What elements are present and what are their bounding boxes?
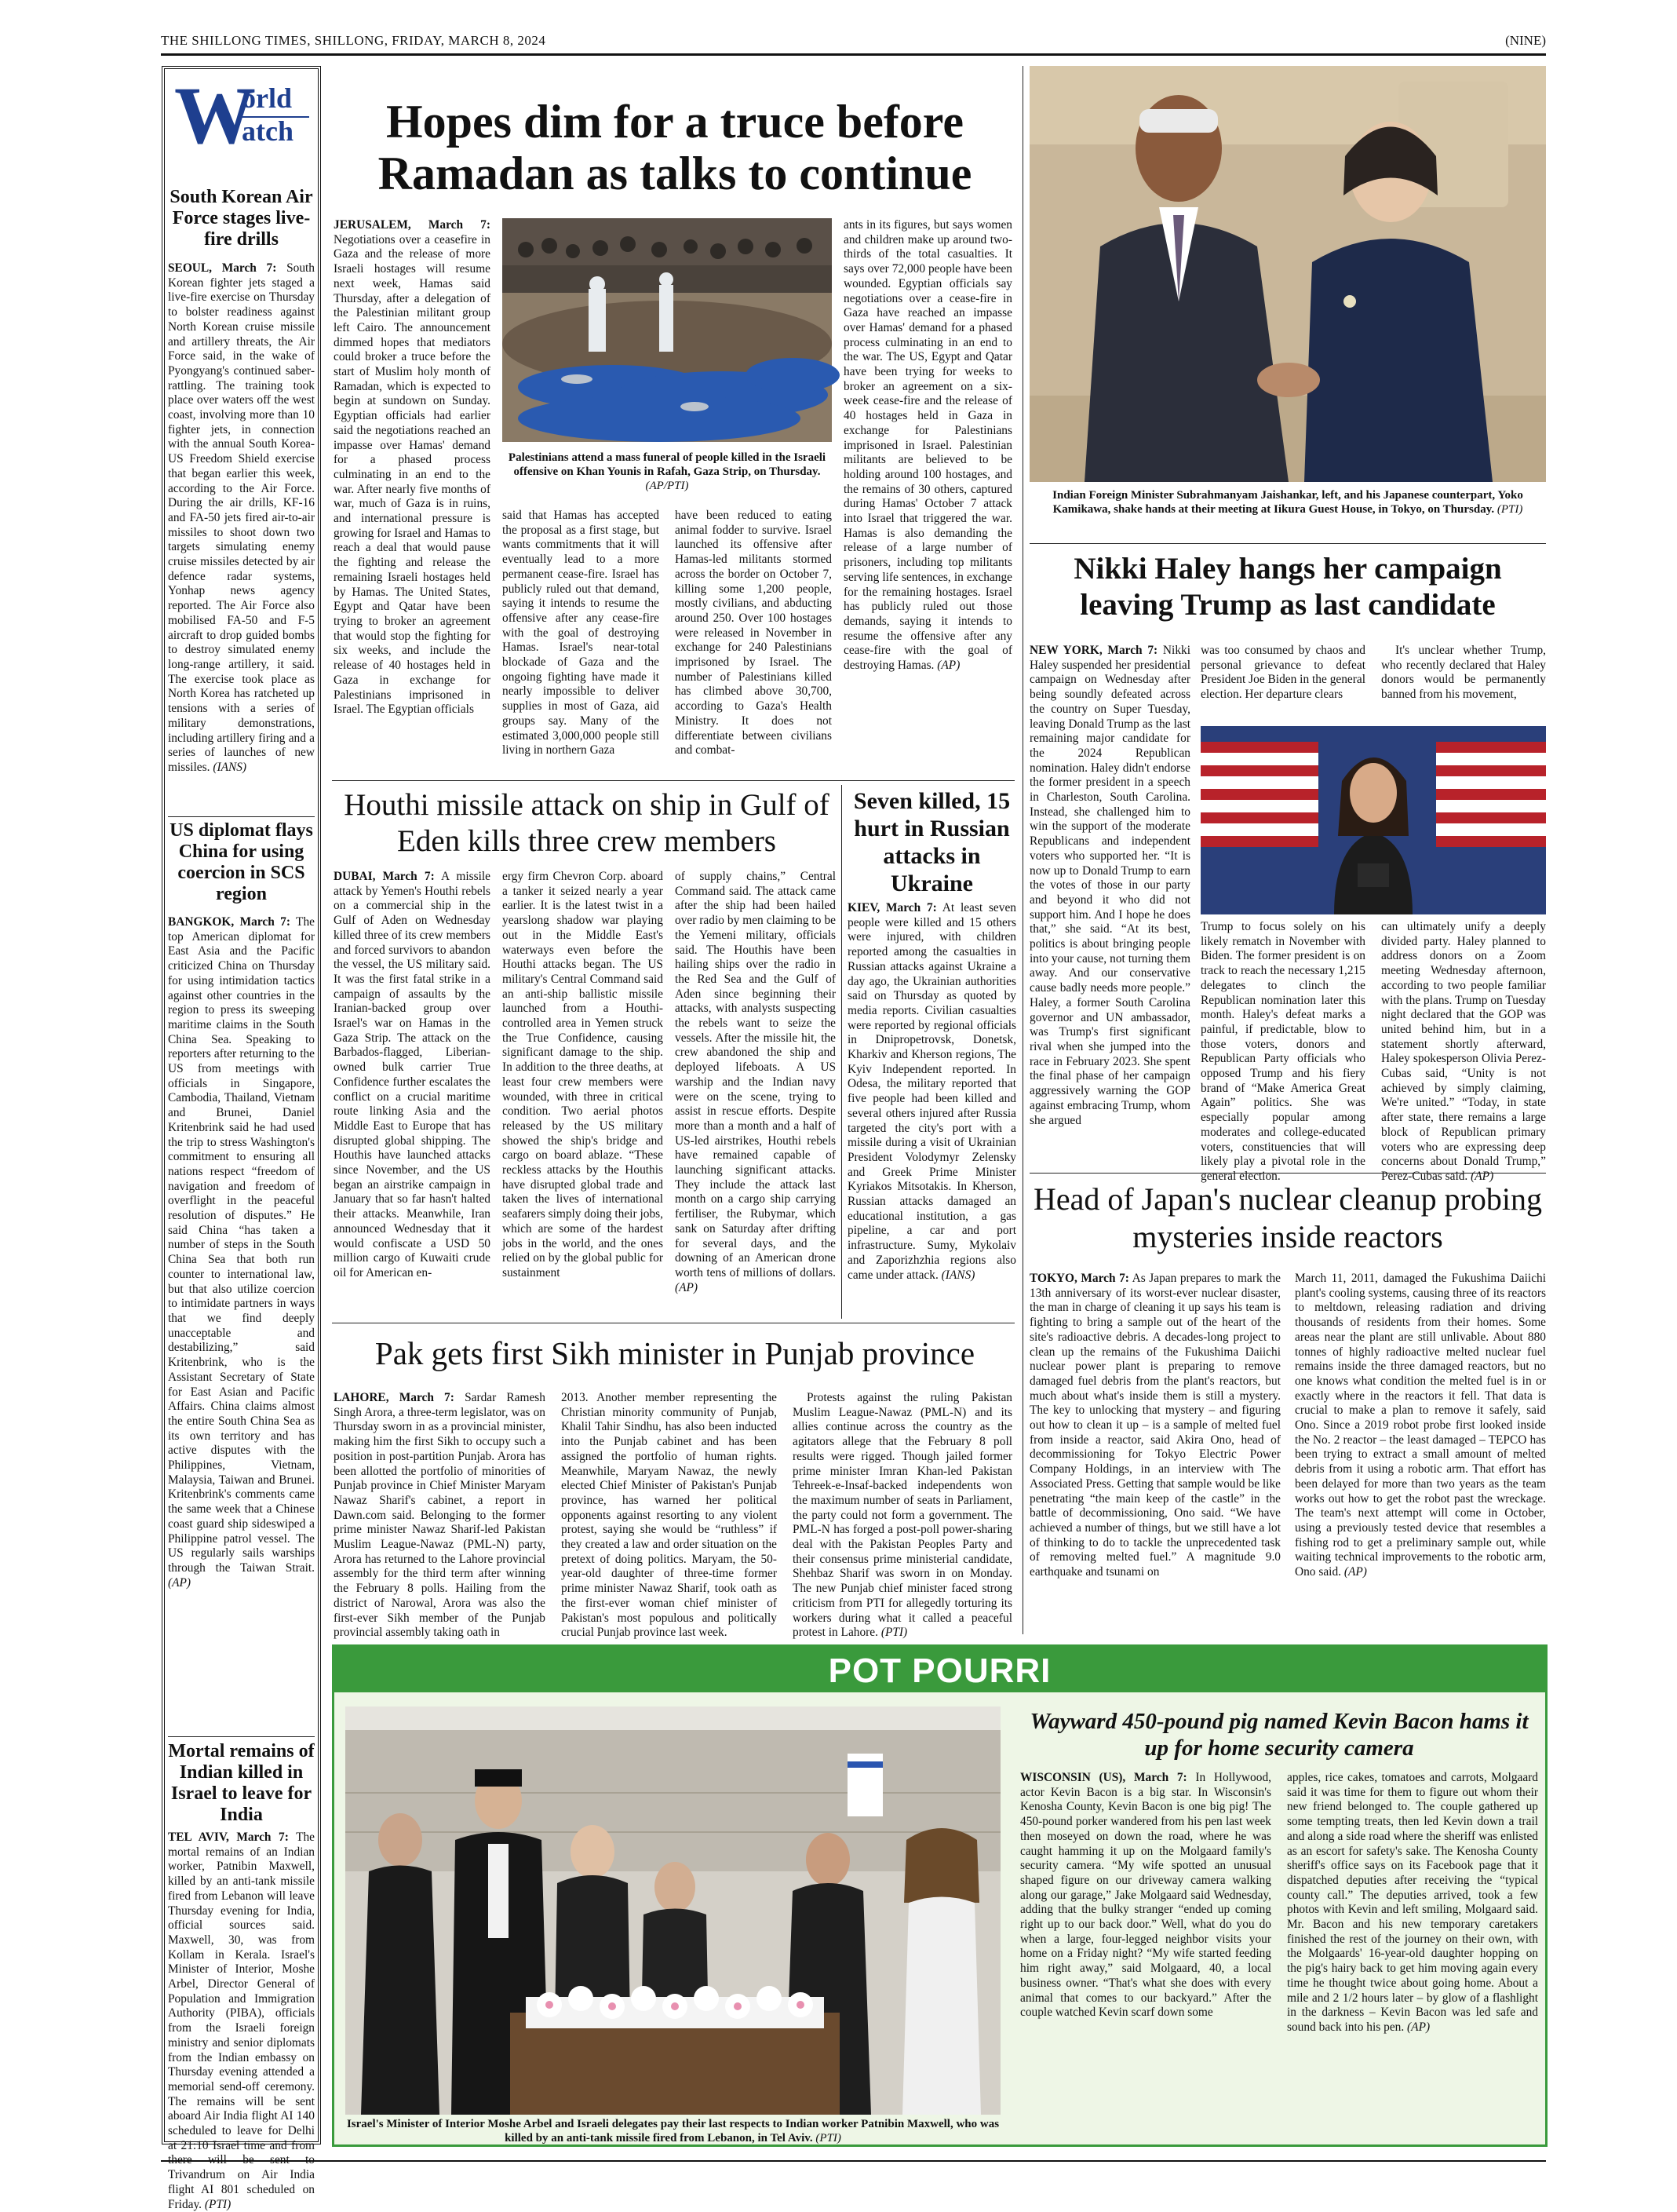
sikh-col-3 xyxy=(793,1391,1012,1638)
ww-text-3: The mortal remains of an Indian worker, Patnibin Maxwell, killed by an anti-tank missile fired from Lebanon will leave Thursday evening for India, official sources said. Maxwell, 30, was from Kollam in Kerala. Israel's Minister of Interior, Moshe Arbel, Director General of Population and Immigration Authority (PIBA), officials from the Israeli foreign ministry and senior diplomats from the Indian embassy on Thursday evening attended a memorial send-off ceremony. The remains will be sent aboard Air India flight AI 140 scheduled to leave for Delhi at 21:10 Israel time and from there will be sent to Trivandrum on Air India flight AI 801 scheduled on Friday. xyxy=(168,1831,315,2211)
ceremony-image xyxy=(345,1706,1001,2115)
haley-text-2-top: was too consumed by chaos and personal grievance to defeat President Joe Biden in the general election. Her departure clears xyxy=(1201,644,1365,702)
gaza-funeral-photo xyxy=(502,218,832,442)
ww-dateline-2: BANGKOK, March 7: xyxy=(168,915,290,929)
haley-col-2-bottom xyxy=(1201,920,1365,1183)
haley-col-3-top xyxy=(1381,644,1546,718)
sikh-col-1 xyxy=(334,1391,545,1638)
russia-headline: Seven killed, 15 hurt in Russian attacks in Ukraine xyxy=(853,788,1011,896)
houthi-col-2 xyxy=(502,870,663,1317)
pig-text-2: apples, rice cakes, tomatoes and carrots, Molgaard said it was time for them to figure out whom their new friend belonged to. The couple gathered up some tempting treats, then led Kevin down a trail and along a side road where the sheriff was enlisted as an escort for safety's sake. The Kenosha County sheriff's office says on its Facebook page that it dispatched deputies after receiving the “typical county call.” The deputies arrived, took a few photos with Kevin and left smiling, Molgaard said. Mr. Bacon and his new temporary caretakers finished the rest of the journey on their own, with the Molgaards' 16-year-old daughter hopping on the pig's hairy back to get him moving again every time he thought twice about going home. About a mile and 2 1/2 hours later – by glow of a flashlight in the darkness – Kevin Bacon was led safe and sound back into his pen. xyxy=(1287,1771,1538,2034)
ww-body-1 xyxy=(168,261,315,815)
ww-dateline-1: SEOUL, March 7: xyxy=(168,261,277,275)
truce-col-1 xyxy=(334,218,490,772)
sikh-col-2 xyxy=(561,1391,777,1638)
ww-text-2: The top American diplomat for East Asia and the Pacific criticized China on Thursday for using intimidation tactics against other countries in the region to press its sweeping maritime claims in the South China Sea. Speaking to reporters after returning to the US from meetings with officials in Singapore, Cambodia, Thailand, Vietnam and Brunei, Daniel Kritenbrink said he had used the trip to stress Washington's commitment to ensuring all nations respect “freedom of navigation and freedom of overflight in the peaceful resolution of disputes.” He said China “has taken a number of steps in the South China Sea that both run counter to international law, but that also utilize coercion to intimidate partners in ways that we find deeply unacceptable and destabilizing,” said Kritenbrink, who is the Assistant Secretary of State for East Asian and Pacific Affairs. China claims almost the entire South China Sea as its own territory and has active disputes with the Philippines, Vietnam, Malaysia, Taiwan and Brunei. Kritenbrink's comments came the same week that a Chinese coast guard ship sideswiped a Philippine patrol vessel. The US regularly sails warships through the Taiwan Strait. xyxy=(168,915,315,1575)
sikh-headline: Pak gets first Sikh minister in Punjab province xyxy=(374,1335,975,1371)
haley-text-2-bottom: Trump to focus solely on his likely rematch in November with Biden. The former president is on track to reach the necessary 1,215 delegates to clinch the Republican nomination later this month. Haley's defeat marks a painful, if predictable, blow to those voters, donors and Republican Party officials who opposed Trump and his fiery brand of “Make America Great Again” politics. She was especially popular among moderates and college-educated voters, constituencies that will likely play a pivotal role in the general election. xyxy=(1201,920,1365,1183)
fukushima-text-2: March 11, 2011, damaged the Fukushima Daiichi plant's cooling systems, causing three of its reactors to meltdown, releasing radiation and driving thousands of residents from their homes. Some areas near the plant are still unlivable. About 880 tonnes of highly radioactive melted nuclear fuel remains inside the three damaged reactors, but no one knows what condition the melted fuel is in or exactly where in the reactors it fell. That data is crucial to make a plan to remove it safely, said Ono. Since a 2019 robot probe first looked inside the No. 2 reactor – the least damaged – TEPCO has been trying to extract a small amount of melted debris from it using a robotic arm. That effort has been delayed for more than two years as the team works out how to get the robot past the wreckage. The team's next attempt will come in October, using a previously tested device that resembles a fishing rod to get a preliminary sample out, while waiting technical improvements to the robotic arm, Ono said. xyxy=(1295,1272,1546,1579)
gaza-funeral-image xyxy=(502,218,832,442)
pig-dateline: WISCONSIN (US), March 7: xyxy=(1020,1771,1187,1784)
russia-body xyxy=(848,901,1016,1317)
ceremony-caption-text: Israel's Minister of Interior Moshe Arbel and Israeli delegates pay their last respects to Indian worker Patnibin Maxwell, who was killed by an anti-tank missile fired from Lebanon, in Tel Aviv. xyxy=(346,2118,1000,2144)
russia-text: At least seven people were killed and 15 others were injured, with children reported among the casualties in Russian attacks against Ukraine a day ago, the Ukrainian authorities said on Thursday as quoted by media reports. Civilian casualties were reported by regional officials in Dnipropetrovsk, Donetsk, Kharkiv and Kherson regions, The Kyiv Independent reported. In Odesa, the military reported that five people had been killed and several others injured after Russia targeted the city's port with a missile during a visit of Ukrainian President Volodymyr Zelensky and Greek Prime Minister Kyriakos Mitsotakis. In Kherson, Russian attacks damaged an educational institution, a gas pipeline, a car and port infrastructure. Sumy, Mykolaiv and Zaporizhzhia regions also came under attack. xyxy=(848,901,1016,1282)
haley-col-2-top xyxy=(1201,644,1365,718)
sikh-text-1: Sardar Ramesh Singh Arora, a three-term legislator, was on Thursday sworn in as a provincial minister, making him the first Sikh to occupy such a position in post-partition Punjab. Arora has been allotted the portfolio of minorities of Punjab province in Chief Minister Maryam Nawaz Sharif's cabinet, a report in Dawn.com said. Belonging to the former prime minister Nawaz Sharif-led Pakistan Muslim League-Nawaz (PML-N) party, Arora has returned to the Lahore provincial assembly for the third term after winning the February 8 polls. Hailing from the district of Narowal, Arora was also the first-ever Sikh member of the Punjab provincial assembly taking oath in xyxy=(334,1391,545,1640)
haley-text-1: Nikki Haley suspended her presidential campaign on Wednesday after being soundly defeated across the country on Super Tuesday, leaving Donald Trump as the last remaining major candidate for the 2024 Republican nomination. Haley didn't endorse the former president in a speech in Charleston, South Carolina. Instead, she challenged him to win the support of the moderate Republicans and independent voters who supported her. “It is now up to Donald Trump to earn the votes of those in our party and beyond it who did not support him. And I hope he does that,” she said. “At its best, politics is about bringing people into your cause, not turning them away. And our conservative cause badly needs more people.” Haley, a former South Carolina governor and UN ambassador, was Trump's first significant rival when she jumped into the race in February 2023. She spent the final phase of her campaign aggressively warning the GOP against embracing Trump, whom she argued xyxy=(1030,644,1190,1127)
truce-credit: (AP) xyxy=(937,659,961,673)
haley-text-3-top: It's unclear whether Trump, who recently declared that Haley donors would be permanently banned from his movement, xyxy=(1381,644,1546,702)
houthi-col-1 xyxy=(334,870,490,1317)
truce-dateline: JERUSALEM, March 7: xyxy=(334,218,490,232)
truce-headline: Hopes dim for a truce before Ramadan as talks to continue xyxy=(377,96,972,199)
ww-divider-2 xyxy=(168,1736,315,1737)
ww-headline-1: South Korean Air Force stages live-fire drills xyxy=(170,187,313,250)
gaza-photo-caption xyxy=(502,451,832,493)
houthi-russia-rule xyxy=(841,785,842,1319)
truce-col-4 xyxy=(844,218,1012,772)
houthi-text-1: A missile attack by Yemen's Houthi rebels on a commercial ship in the Gulf of Aden on Wednesday killed three of its crew members and forced survivors to abandon the vessel, the US military said. It was the first fatal strike in a campaign of assaults by the Iranian-backed group over Israel's war on Hamas in the Gaza Strip. The attack on the Barbados-flagged, Liberian-owned bulk carrier True Confidence further escalates the conflict on a crucial maritime route linking Asia and the Middle East to Europe that has disrupted global shipping. The Houthis have launched attacks since November, and the US began an airstrike campaign in January that so far hasn't halted their attacks. Meanwhile, Iran announced Wednesday that it would confiscate a USD 50 million cargo of Kuwaiti crude oil for American en- xyxy=(334,870,490,1279)
russia-dateline: KIEV, March 7: xyxy=(848,901,937,914)
ww-credit-3: (PTI) xyxy=(204,2197,231,2211)
russia-credit: (IANS) xyxy=(941,1268,975,1282)
pig-col-1 xyxy=(1020,1771,1271,2140)
haley-text-3-bottom: can ultimately unify a deeply divided party. Haley planned to address donors on a Zoom meeting Wednesday afternoon, according to two people familiar with the plans. Trump on Tuesday night declared that the GOP was united behind him, but in a statement shortly afterward, Haley spokesperson Olivia Perez-Cubas said, “Unity is not achieved by simply claiming, We're united.” “Today, in state after state, there remains a large block of Republican primary voters who are expressing deep concerns about Donald Trump,” Perez-Cubas said. xyxy=(1381,920,1546,1183)
masthead-left: THE SHILLONG TIMES, SHILLONG, FRIDAY, MARCH 8, 2024 xyxy=(161,33,546,48)
pig-headline: Wayward 450-pound pig named Kevin Bacon hams it up for home security camera xyxy=(1030,1709,1529,1761)
world-watch-logo-w: W xyxy=(174,71,256,161)
fukushima-col-1 xyxy=(1030,1272,1281,1639)
handshake-caption xyxy=(1030,488,1546,516)
haley-dateline: NEW YORK, March 7: xyxy=(1030,644,1158,657)
haley-image xyxy=(1201,726,1546,914)
ww-headline-3: Mortal remains of Indian killed in Israel to leave for India xyxy=(168,1741,315,1825)
houthi-text-3: of supply chains,” Central Command said. The attack came after the ship had been hailed over radio by men claiming to be the Yemeni military, officials said. The Houthis have been hailing ships over the radio in the Red Sea and the Gulf of Aden since beginning their attacks, with analysts suspecting the rebels want to seize the vessels. After the missile hit, the crew abandoned the ship and deployed lifeboats. A US warship and the Indian navy were on the scene, trying to assist in rescue efforts. Despite more than a month and a half of US-led airstrikes, Houthi rebels have remained capable of launching significant attacks. They include the attack last month on a cargo ship carrying fertiliser, the Rubymar, which sank on Saturday after drifting for several days, and the downing of an American drone worth tens of millions of dollars. xyxy=(675,870,836,1279)
haley-bottom-rule xyxy=(1030,1173,1546,1174)
truce-bottom-rule xyxy=(332,780,1015,781)
ww-dateline-3: TEL AVIV, March 7: xyxy=(168,1831,289,1844)
handshake-caption-credit: (PTI) xyxy=(1497,503,1523,516)
masthead-right: (NINE) xyxy=(1505,33,1546,48)
ww-credit-2: (AP) xyxy=(168,1575,191,1590)
nikki-haley-photo xyxy=(1201,726,1546,914)
world-watch-logo-top: orld xyxy=(242,82,293,114)
handshake-image xyxy=(1030,66,1546,482)
fukushima-col-2 xyxy=(1295,1272,1546,1639)
truce-col-3 xyxy=(675,509,832,772)
masthead-rule xyxy=(161,53,1546,56)
haley-col-1 xyxy=(1030,644,1190,1166)
ceremony-caption xyxy=(345,2117,1001,2145)
haley-headline: Nikki Haley hangs her campaign leaving Trump as last candidate xyxy=(1074,552,1502,622)
fukushima-headline: Head of Japan's nuclear cleanup probing mysteries inside reactors xyxy=(1033,1181,1543,1254)
ww-credit-1: (IANS) xyxy=(213,760,247,774)
fukushima-text-1: As Japan prepares to mark the 13th anniversary of its worst-ever nuclear disaster, the man in charge of cleaning it up says his team is fighting to bring a sample out of the heart of the site's radioactive debris. A decades-long project to clean up the remains of the Fukushima Daiichi nuclear power plant is preparing to remove damaged fuel debris from the plant's reactors, but much about what's inside them is still a mystery. The key to unlocking that mystery – and figuring out how to clean it up – is a sample of melted fuel from inside a reactor, said Akira Ono, head of decommissioning for Tokyo Electric Power Company Holdings, in an interview with The Associated Press. Getting that sample would be like penetrating “the main keep of the castle” in the battle of decommissioning, Ono said. “We have achieved a number of things, but we still have a lot of thinking to do to tackle the unprecedented task of removing melted fuel.” A magnitude 9.0 earthquake and tsunami on xyxy=(1030,1272,1281,1579)
houthi-headline: Houthi missile attack on ship in Gulf of Eden kills three crew members xyxy=(344,788,829,858)
ceremony-caption-credit: (PTI) xyxy=(815,2132,841,2144)
sikh-text-2: 2013. Another member representing the Christian minority community of Punjab, Khalil Tahir Sindhu, has also been inducted into the Punjab cabinet and has been assigned the portfolio of human rights. Meanwhile, Maryam Nawaz, the newly elected Chief Minister of Pakistan's Punjab province, has warned her political opponents against resorting to any violent protest, saying she would be “ruthless” if they created a law and order situation on the pretext of doing politics. Maryam, the 50-year-old daughter of three-time former prime minister Nawaz Sharif, took oath as the first-ever woman chief minister of Pakistan's most populous and politically crucial Punjab province last week. xyxy=(561,1391,777,1640)
ww-divider-1 xyxy=(168,816,315,817)
houthi-col-3 xyxy=(675,870,836,1317)
truce-text-3: have been reduced to eating animal fodder to survive. Israel launched its offensive after Hamas-led militants stormed across the border on October 7, killing some 1,200 people, mostly civilians, and abducting around 250. Over 100 hostages were released in November in exchange for 240 Palestinians imprisoned by Israel. The number of Palestinians killed has climbed above 30,700, according to Gaza's Health Ministry. It does not differentiate between civilians and combat- xyxy=(675,509,832,757)
ww-text-1: South Korean fighter jets staged a live-fire exercise on Thursday to bolster readiness against North Korean cruise missile and artillery threats, the Air Force said, in the wake of Pyongyang's continued saber-rattling. The training took place over waters off the west coast, involving more than 10 fighter jets, in connection with the annual South Korea-US Freedom Shield exercise that began earlier this week, according to the Air Force. During the air drills, KF-16 and FA-50 jets fired air-to-air missiles to shoot down two targets simulating enemy cruise missiles detected by air defence radar systems, Yonhap news agency reported. The Air Force also mobilised FA-50 and F-5 aircraft to drop guided bombs to destroy simulated enemy long-range artillery, it said. The exercise took place as North Korea has ratcheted up tensions with a series of military demonstrations, including artillery firing and a series of launches of new missiles. xyxy=(168,261,315,774)
fukushima-credit: (AP) xyxy=(1343,1565,1367,1579)
sikh-dateline: LAHORE, March 7: xyxy=(334,1391,454,1404)
pig-credit: (AP) xyxy=(1407,2020,1431,2034)
truce-col-2 xyxy=(502,509,659,772)
potpourri-banner-text: POT POURRI xyxy=(828,1652,1052,1690)
sikh-credit: (PTI) xyxy=(880,1626,908,1640)
pig-col-2 xyxy=(1287,1771,1538,2140)
pig-text-1: In Hollywood, actor Kevin Bacon is a big star. In Wisconsin's Kenosha County, Kevin Bacon is one big pig! The 450-pound porker wandered from his pen last week then moseyed on down the road, where he was caught hamming it up on the Molgaard family's security camera. “My wife spotted an unusual shaped figure on our driveway camera walking along our garage,” Jake Molgaard said Wednesday, adding that the bulky stranger “ended up coming right up to our back door.” Well, what do you do when a large, four-legged neighbor visits your home on a Friday night? “My wife started feeding him right away,” said Molgaard, 40, a local business owner. “That's what she does with every animal that comes to our backyard.” After the couple watched Kevin scarf down some xyxy=(1020,1771,1271,2020)
ww-body-3 xyxy=(168,1831,315,2211)
jaishankar-kamikawa-photo xyxy=(1030,66,1546,482)
haley-credit: (AP) xyxy=(1471,1169,1494,1183)
truce-text-4: ants in its figures, but says women and children make up around two-thirds of the total casualties. It says over 72,000 people have been wounded. Egyptian officials say negotiations over a cease-fire in Gaza have reached an impasse over Hamas' demand for a phased process culminating in an end to the war. The US, Egypt and Qatar have been trying for weeks to broker an agreement on a six-week cease-fire and the release of 40 hostages held in Gaza in exchange for Palestinians imprisoned in Israel. Palestinian militants are believed to be holding around 100 hostages, and the remains of 30 others, captured during Hamas' October 7 attack into Israel that triggered the war. Hamas is also demanding the release of a large number of prisoners, including top militants serving life sentences, in exchange for the remaining hostages. Israel has publicly ruled out those demands, saying it intends to resume the offensive after any cease-fire with the goal of destroying Hamas. xyxy=(844,218,1012,673)
houthi-text-2: ergy firm Chevron Corp. aboard a tanker it seized nearly a year earlier. It is the latest twist in a yearslong shadow war playing out in the Middle East's waterways even before the Houthi attacks began. The US military's Central Command said an anti-ship ballistic missile launched from a Houthi-controlled area in Yemen struck the True Confidence, causing significant damage to the ship. In addition to the three deaths, at least four crew members were wounded, with three in critical condition. Two aerial photos released by the US military showed the ship's bridge and cargo on board ablaze. “These reckless attacks by the Houthis have disrupted global trade and taken the lives of international seafarers simply doing their jobs, which are some of the hardest jobs in the world, and the ones relied on by the global public for sustainment xyxy=(502,870,663,1279)
gaza-caption-text: Palestinians attend a mass funeral of people killed in the Israeli offensive on Khan Younis in Rafah, Gaza Strip, on Thursday. xyxy=(508,451,826,478)
ww-headline-2: US diplomat flays China for using coercion in SCS region xyxy=(170,820,313,904)
sikh-text-3: Protests against the ruling Pakistan Muslim League-Nawaz (PML-N) and its allies continue across the country as the agitators allege that the February 8 poll results were rigged. Though jailed former prime minister Imran Khan-led Pakistan Tehreek-e-Insaf-backed independents won the maximum number of seats in Parliament, the party could not form a government. The PML-N has forged a post-poll power-sharing deal with the Pakistan Peoples Party and their consensus prime ministerial candidate, Shehbaz Sharif was sworn in on Monday. The new Punjab chief minister faced strong criticism from PTI for allegedly torturing its workers during what it called a peaceful protest in Lahore. xyxy=(793,1391,1012,1640)
handshake-caption-text: Indian Foreign Minister Subrahmanyam Jaishankar, left, and his Japanese counterpart, Yoko Kamikawa, shake hands at their meeting at Iikura Guest House, in Tokyo, on Thursday. xyxy=(1052,489,1523,516)
haley-col-3-bottom xyxy=(1381,920,1546,1183)
gaza-caption-credit: (AP/PTI) xyxy=(645,480,689,492)
world-watch-logo-bottom: atch xyxy=(242,115,293,147)
truce-text-1: Negotiations over a ceasefire in Gaza and the release of more Israeli hostages will resume next week, Hamas said Thursday, after a delegation of the Palestinian militant group left Cairo. The announcement dimmed hopes that mediators could broker a truce before the start of Muslim holy month of Ramadan, which is expected to begin at sundown on Sunday. Egyptian officials had earlier said the negotiations reached an impasse over Hamas' demand for a phased process culminating in an end to the war. After nearly five months of war, much of Gaza is in ruins, and international pressure is growing for Israel and Hamas to reach a deal that would pause the fighting and release the remaining Israeli hostages held by Hamas. The United States, Egypt and Qatar have been trying to broker an agreement that would stop the fighting for six weeks, and include the release of 40 hostages held in Gaza in exchange for Palestinians imprisoned in Israel. The Egyptian officials xyxy=(334,232,490,717)
houthi-dateline: DUBAI, March 7: xyxy=(334,870,435,883)
fukushima-dateline: TOKYO, March 7: xyxy=(1030,1272,1129,1285)
japan-photo-rule xyxy=(1030,543,1546,544)
world-watch-logo xyxy=(170,71,313,170)
houthi-credit: (AP) xyxy=(675,1280,698,1294)
truce-text-2: said that Hamas has accepted the proposal as a first stage, but wants commitments that it will eventually lead to a more permanent cease-fire. Israel has publicly ruled out that demand, saying it intends to resume the offensive after any cease-fire with the goal of destroying Hamas. Israel's near-total blockade of Gaza and the ongoing fighting have made it nearly impossible to deliver supplies in most of Gaza, aid groups say. Many of the estimated 3,000,000 people still living in northern Gaza xyxy=(502,509,659,757)
page-bottom-rule xyxy=(161,2160,1546,2162)
tel-aviv-ceremony-photo xyxy=(345,1706,1001,2115)
ww-body-2 xyxy=(168,915,315,1734)
